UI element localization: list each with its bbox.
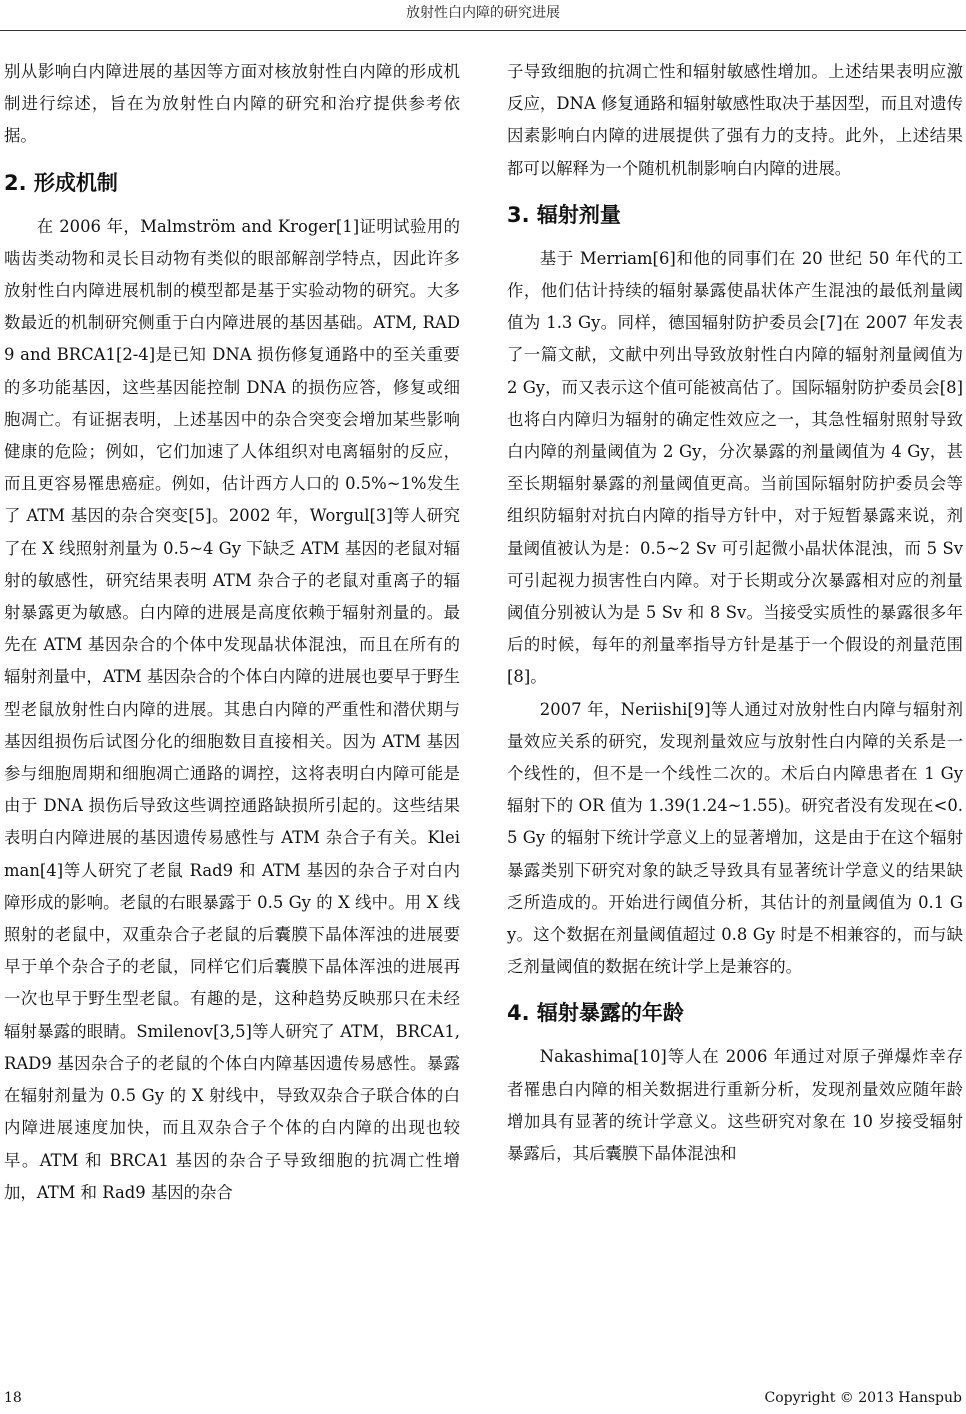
intro-paragraph: 别从影响白内障进展的基因等方面对核放射性白内障的形成机制进行综述，旨在为放射性白内障的研究和治疗提供参考依据。 [4, 62, 460, 146]
section-heading-exposure-age: 4. 辐射暴露的年龄 [507, 1001, 684, 1026]
running-header: 放射性白内障的研究进展 [406, 5, 560, 21]
copyright-notice: Copyright © 2013 Hanspub [764, 1390, 962, 1406]
page-number: 18 [4, 1390, 22, 1406]
section-heading-mechanism: 2. 形成机制 [4, 170, 118, 195]
header-divider [0, 30, 966, 31]
radiation-dose-paragraph-1: 基于 Merriam[6]和他的同事们在 20 世纪 50 年代的工作，他们估计持续的辐射暴露使晶状体产生混浊的最低剂量阈值为 1.3 Gy。同样，德国辐射防护委员会[7]在 2007 年发表了一篇文献，文献中列出导致放射性白内障的辐射剂量阈值为 2 Gy，而又表示这个值可能被高估了。国际辐射防护委员会[8]也将白内障归为辐射的确定性效应之一，其急性辐射照射导致白内障的剂量阈值为 2 Gy，分次暴露的剂量阈值为 4 Gy，甚至长期辐射暴露的剂量阈值更高。当前国际辐射防护委员会等组织防辐射对抗白内障的指导方针中，对于短暂暴露来说，剂量阈值被认为是：0.5~2 Sv 可引起微小晶状体混浊，而 5 Sv 可引起视力损害性白内障。对于长期或分次暴露相对应的剂量阈值分别被认为是 5 Sv 和 8 Sv。当接受实质性的暴露很多年后的时候，每年的剂量率指导方针是基于一个假设的剂量范围[8]。 [507, 248, 963, 687]
radiation-dose-paragraph-2: 2007 年，Neriishi[9]等人通过对放射性白内障与辐射剂量效应关系的研究，发现剂量效应与放射性白内障的关系是一个线性的，但不是一个线性二次的。术后白内障患者在 1 Gy 辐射下的 OR 值为 1.39(1.24~1.55)。研究者没有发现在<0.5 Gy 的辐射下统计学意义上的显著增加，这是由于在这个辐射暴露类别下研究对象的缺乏导致具有显著统计学意义的结果缺乏所造成的。开始进行阈值分析，其估计的剂量阈值为 0.1 Gy。这个数据在剂量阈值超过 0.8 Gy 时是不相兼容的，而与缺乏剂量阈值的数据在统计学上是兼容的。 [507, 699, 963, 977]
continuation-paragraph: 子导致细胞的抗凋亡性和辐射敏感性增加。上述结果表明应激反应，DNA 修复通路和辐射敏感性取决于基因型，而且对遗传因素影响白内障的进展提供了强有力的支持。此外，上述结果都可以解释为一个随机机制影响白内障的进展。 [507, 62, 963, 178]
right-column [507, 56, 963, 1170]
mechanism-paragraph: 在 2006 年，Malmström and Kroger[1]证明试验用的啮齿类动物和灵长目动物有类似的眼部解剖学特点，因此许多放射性白内障进展机制的模型都是基于实验动物的研究。大多数最近的机制研究侧重于白内障进展的基因基础。ATM, RAD9 and BRCA1[2-4]是已知 DNA 损伤修复通路中的至关重要的多功能基因，这些基因能控制 DNA 的损伤应答，修复或细胞凋亡。有证据表明，上述基因中的杂合突变会增加某些影响健康的危险；例如，它们加速了人体组织对电离辐射的反应，而且更容易罹患癌症。例如，估计西方人口的 0.5%~1%发生了 ATM 基因的杂合突变[5]。2002 年，Worgul[3]等人研究了在 X 线照射剂量为 0.5~4 Gy 下缺乏 ATM 基因的老鼠对辐射的敏感性，研究结果表明 ATM 杂合子的老鼠对重离子的辐射暴露更为敏感。白内障的进展是高度依赖于辐射剂量的。最先在 ATM 基因杂合的个体中发现晶状体混浊，而且在所有的辐射剂量中，ATM 基因杂合的个体白内障的进展也要早于野生型老鼠放射性白内障的进展。其患白内障的严重性和潜伏期与基因组损伤后试图分化的细胞数目直接相关。因为 ATM 基因参与细胞周期和细胞凋亡通路的调控，这将表明白内障可能是由于 DNA 损伤后导致这些调控通路缺损所引起的。这些结果表明白内障进展的基因遗传易感性与 ATM 杂合子有关。Kleiman[4]等人研究了老鼠 Rad9 和 ATM 基因的杂合子对白内障形成的影响。老鼠的右眼暴露于 0.5 Gy 的 X 线中。用 X 线照射的老鼠中，双重杂合子老鼠的后囊膜下晶体浑浊的进展要早于单个杂合子的老鼠，同样它们后囊膜下晶体浑浊的进展再一次也早于野生型老鼠。有趣的是，这种趋势反映那只在未经辐射暴露的眼睛。Smilenov[3,5]等人研究了 ATM，BRCA1, RAD9 基因杂合子的老鼠的个体白内障基因遗传易感性。暴露在辐射剂量为 0.5 Gy 的 X 射线中，导致双杂合子联合体的白内障进展速度加快，而且双杂合子个体的白内障的出现也较早。ATM 和 BRCA1 基因的杂合子导致细胞的抗凋亡性增加，ATM 和 Rad9 基因的杂合 [4, 216, 460, 1202]
left-column [4, 56, 460, 1209]
exposure-age-paragraph: Nakashima[10]等人在 2006 年通过对原子弹爆炸幸存者罹患白内障的相关数据进行重新分析，发现剂量效应随年龄增加具有显著的统计学意义。这些研究对象在 10 岁接受辐射暴露后，其后囊膜下晶体混浊和 [507, 1047, 963, 1164]
section-heading-radiation-dose: 3. 辐射剂量 [507, 202, 621, 227]
